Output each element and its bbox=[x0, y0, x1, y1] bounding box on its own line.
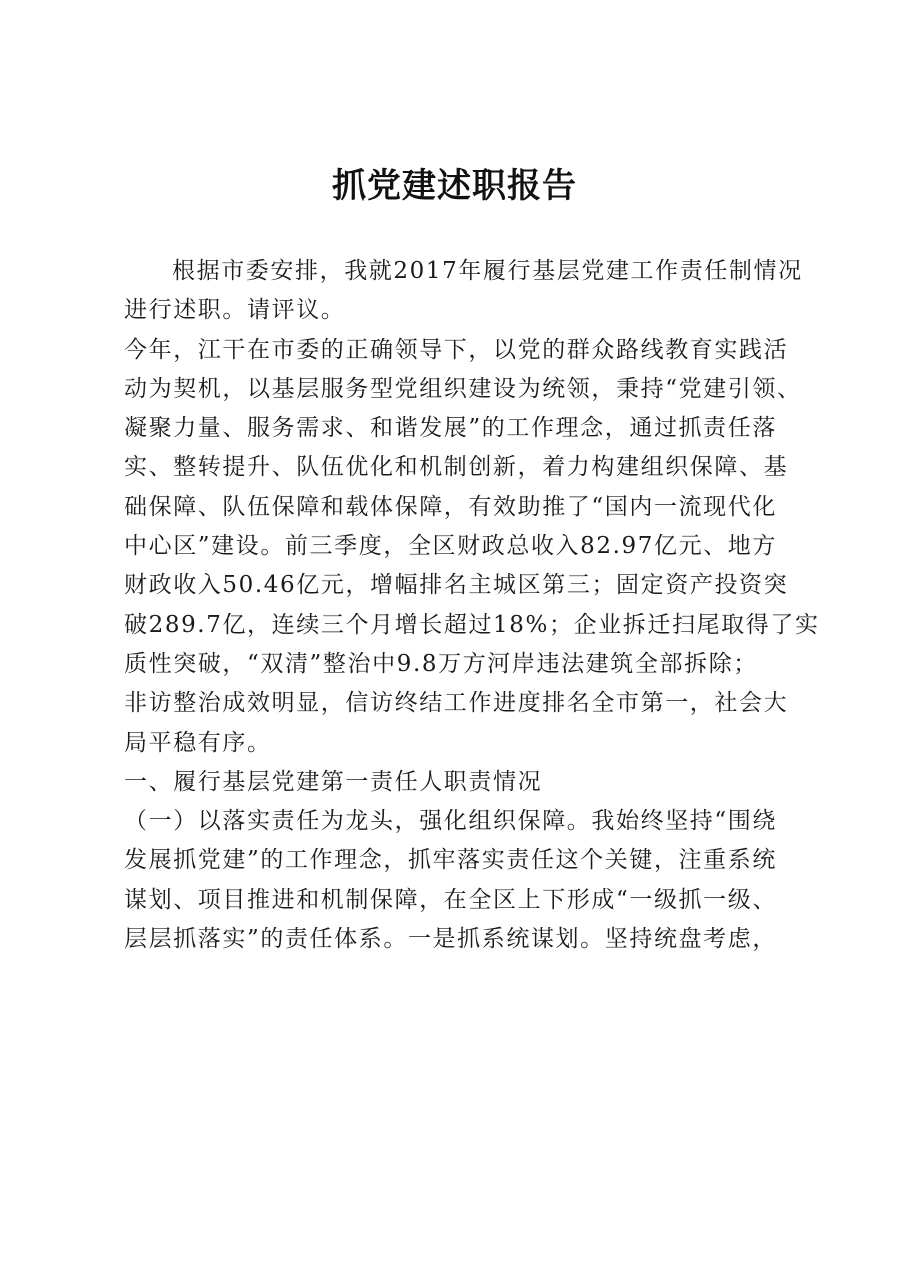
document-title: 抓党建述职报告 bbox=[332, 166, 577, 206]
document-body bbox=[124, 252, 824, 959]
paragraph-line: 非访整治成效明显，信访终结工作进度排名全市第一，社会大 bbox=[124, 690, 789, 717]
paragraph-line: 中心区”建设。前三季度，全区财政总收入82.97亿元、地方 bbox=[124, 533, 778, 560]
paragraph-line: （一）以落实责任为龙头，强化组织保障。我始终坚持“围绕 bbox=[124, 808, 777, 835]
paragraph-line: 进行述职。请评议。 bbox=[124, 297, 346, 324]
paragraph-line: 动为契机，以基层服务型党组织建设为统领，秉持“党建引领、 bbox=[124, 375, 802, 402]
section-heading: 一、履行基层党建第一责任人职责情况 bbox=[124, 768, 543, 795]
paragraph-line: 谋划、项目推进和机制保障，在全区上下形成“一级抓一级、 bbox=[124, 886, 777, 913]
paragraph-line: 凝聚力量、服务需求、和谐发展”的工作理念，通过抓责任落 bbox=[124, 415, 777, 442]
paragraph-line: 局平稳有序。 bbox=[124, 729, 272, 756]
paragraph-line: 财政收入50.46亿元，增幅排名主城区第三；固定资产投资突 bbox=[124, 572, 789, 599]
paragraph-line: 根据市委安排，我就2017年履行基层党建工作责任制情况 bbox=[172, 258, 803, 284]
paragraph-line: 发展抓党建”的工作理念，抓牢落实责任这个关键，注重系统 bbox=[124, 847, 777, 874]
paragraph-line: 今年，江干在市委的正确领导下，以党的群众路线教育实践活 bbox=[124, 336, 789, 363]
paragraph-line: 础保障、队伍保障和载体保障，有效助推了“国内一流现代化 bbox=[124, 493, 777, 520]
paragraph-line: 层层抓落实”的责任体系。一是抓系统谋划。坚持统盘考虑， bbox=[124, 926, 777, 953]
paragraph-line: 实、整转提升、队伍优化和机制创新，着力构建组织保障、基 bbox=[124, 454, 789, 481]
paragraph-line: 破289.7亿，连续三个月增长超过18%；企业拆迁扫尾取得了实 bbox=[124, 611, 820, 638]
paragraph-line: 质性突破，“双清”整治中9.8万方河岸违法建筑全部拆除； bbox=[124, 650, 758, 677]
